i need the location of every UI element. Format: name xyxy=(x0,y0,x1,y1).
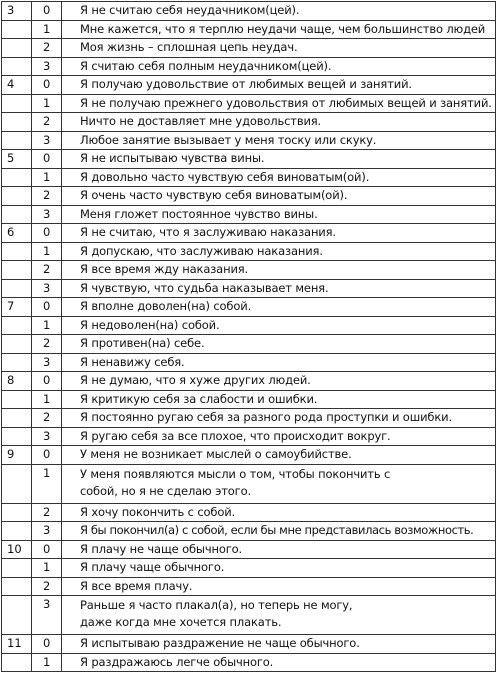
score-cell: 3 xyxy=(32,57,62,76)
score-cell: 3 xyxy=(32,205,62,224)
question-number xyxy=(2,577,32,596)
table-row xyxy=(2,57,496,76)
question-number: 5 xyxy=(2,150,32,169)
table-row xyxy=(2,279,496,298)
question-number xyxy=(2,353,32,372)
score-cell: 0 xyxy=(32,540,62,559)
statement-cell: Я все время жду наказания. xyxy=(62,261,496,280)
statement-cell: Я ругаю себя за все плохое, что происходит вокруг. xyxy=(62,427,496,446)
question-number xyxy=(2,131,32,150)
score-cell: 2 xyxy=(32,409,62,428)
question-number xyxy=(2,335,32,354)
question-number xyxy=(2,242,32,261)
table-row xyxy=(2,596,496,635)
score-cell: 2 xyxy=(32,577,62,596)
table-row xyxy=(2,427,496,446)
questionnaire-table xyxy=(1,1,496,672)
score-cell: 3 xyxy=(32,131,62,150)
score-cell: 0 xyxy=(32,224,62,243)
question-number: 7 xyxy=(2,298,32,317)
question-number xyxy=(2,187,32,206)
score-cell: 3 xyxy=(32,427,62,446)
score-cell: 3 xyxy=(32,522,62,541)
table-row xyxy=(2,409,496,428)
score-cell: 1 xyxy=(32,168,62,187)
score-cell: 0 xyxy=(32,298,62,317)
statement-cell: Я не считаю себя неудачником(цей). xyxy=(62,2,496,21)
score-cell: 2 xyxy=(32,335,62,354)
statement-cell: Я противен(на) себе. xyxy=(62,335,496,354)
statement-cell: Я плачу чаще обычного. xyxy=(62,559,496,578)
table-row xyxy=(2,76,496,95)
score-cell: 1 xyxy=(32,242,62,261)
question-number xyxy=(2,316,32,335)
statement-cell: Я критикую себя за слабости и ошибки. xyxy=(62,390,496,409)
question-number: 8 xyxy=(2,372,32,391)
statement-cell: Я плачу не чаще обычного. xyxy=(62,540,496,559)
score-cell: 1 xyxy=(32,316,62,335)
score-cell: 1 xyxy=(32,653,62,672)
statement-cell: Я не считаю, что я заслуживаю наказания. xyxy=(62,224,496,243)
question-number xyxy=(2,522,32,541)
table-row xyxy=(2,372,496,391)
question-number xyxy=(2,20,32,39)
question-number xyxy=(2,390,32,409)
table-row xyxy=(2,150,496,169)
table-row xyxy=(2,522,496,541)
table-row xyxy=(2,559,496,578)
score-cell: 0 xyxy=(32,446,62,465)
question-number xyxy=(2,409,32,428)
statement-cell: Я испытываю раздражение не чаще обычного. xyxy=(62,635,496,654)
statement-cell: Я не думаю, что я хуже других людей. xyxy=(62,372,496,391)
table-row xyxy=(2,653,496,672)
statement-cell: Я считаю себя полным неудачником(цей). xyxy=(62,57,496,76)
score-cell: 2 xyxy=(32,503,62,522)
question-number xyxy=(2,559,32,578)
question-number xyxy=(2,427,32,446)
question-number xyxy=(2,113,32,132)
question-number xyxy=(2,279,32,298)
table-row xyxy=(2,577,496,596)
statement-cell: Любое занятие вызывает у меня тоску или скуку. xyxy=(62,131,496,150)
statement-cell: У меня появляются мысли о том, чтобы покончить с собой, но я не сделаю этого. xyxy=(62,464,496,503)
table-row xyxy=(2,316,496,335)
table-row xyxy=(2,39,496,58)
table-row xyxy=(2,464,496,503)
question-number xyxy=(2,39,32,58)
score-cell: 1 xyxy=(32,390,62,409)
score-cell: 1 xyxy=(32,20,62,39)
statement-cell: Я ненавижу себя. xyxy=(62,353,496,372)
table-row xyxy=(2,298,496,317)
question-number xyxy=(2,503,32,522)
statement-cell: Я недоволен(на) собой. xyxy=(62,316,496,335)
statement-cell: Я не испытываю чувства вины. xyxy=(62,150,496,169)
score-cell: 2 xyxy=(32,113,62,132)
question-number xyxy=(2,57,32,76)
table-row xyxy=(2,113,496,132)
score-cell: 1 xyxy=(32,94,62,113)
table-row xyxy=(2,635,496,654)
statement-cell: Я все время плачу. xyxy=(62,577,496,596)
question-number xyxy=(2,205,32,224)
table-row xyxy=(2,503,496,522)
score-cell: 1 xyxy=(32,559,62,578)
question-number xyxy=(2,168,32,187)
statement-cell: У меня не возникает мыслей о самоубийстве. xyxy=(62,446,496,465)
score-cell: 3 xyxy=(32,279,62,298)
score-cell: 0 xyxy=(32,2,62,21)
statement-cell: Я хочу покончить с собой. xyxy=(62,503,496,522)
statement-cell: Моя жизнь – сплошная цепь неудач. xyxy=(62,39,496,58)
question-number: 6 xyxy=(2,224,32,243)
table-row xyxy=(2,242,496,261)
statement-cell: Раньше я часто плакал(а), но теперь не могу, даже когда мне хочется плакать. xyxy=(62,596,496,635)
statement-cell: Ничто не доставляет мне удовольствия. xyxy=(62,113,496,132)
question-number xyxy=(2,94,32,113)
table-row xyxy=(2,20,496,39)
question-number: 4 xyxy=(2,76,32,95)
score-cell: 0 xyxy=(32,372,62,391)
score-cell: 2 xyxy=(32,39,62,58)
table-row xyxy=(2,131,496,150)
question-number xyxy=(2,596,32,635)
statement-cell: Меня гложет постоянное чувство вины. xyxy=(62,205,496,224)
score-cell: 0 xyxy=(32,150,62,169)
table-row xyxy=(2,353,496,372)
question-number xyxy=(2,464,32,503)
score-cell: 0 xyxy=(32,635,62,654)
table-row xyxy=(2,2,496,21)
table-row xyxy=(2,224,496,243)
statement-cell: Я получаю удовольствие от любимых вещей и занятий. xyxy=(62,76,496,95)
statement-cell: Я вполне доволен(на) собой. xyxy=(62,298,496,317)
table-row xyxy=(2,540,496,559)
table-row xyxy=(2,187,496,206)
table-row xyxy=(2,390,496,409)
question-number: 9 xyxy=(2,446,32,465)
table-row xyxy=(2,335,496,354)
score-cell: 2 xyxy=(32,261,62,280)
question-number: 10 xyxy=(2,540,32,559)
statement-cell: Я не получаю прежнего удовольствия от любимых вещей и занятий. xyxy=(62,94,496,113)
question-number xyxy=(2,653,32,672)
score-cell: 0 xyxy=(32,76,62,95)
table-row xyxy=(2,205,496,224)
statement-cell: Я очень часто чувствую себя виноватым(ой). xyxy=(62,187,496,206)
statement-cell: Я довольно часто чувствую себя виноватым(ой). xyxy=(62,168,496,187)
statement-cell: Я постоянно ругаю себя за разного рода проступки и ошибки. xyxy=(62,409,496,428)
question-number xyxy=(2,261,32,280)
statement-cell: Я чувствую, что судьба наказывает меня. xyxy=(62,279,496,298)
score-cell: 3 xyxy=(32,596,62,635)
table-row xyxy=(2,261,496,280)
table-row xyxy=(2,168,496,187)
question-number: 3 xyxy=(2,2,32,21)
statement-cell: Я допускаю, что заслуживаю наказания. xyxy=(62,242,496,261)
score-cell: 2 xyxy=(32,187,62,206)
score-cell: 3 xyxy=(32,353,62,372)
statement-cell: Я раздражаюсь легче обычного. xyxy=(62,653,496,672)
score-cell: 1 xyxy=(32,464,62,503)
statement-cell: Мне кажется, что я терплю неудачи чаще, чем большинство людей xyxy=(62,20,496,39)
table-row xyxy=(2,446,496,465)
table-row xyxy=(2,94,496,113)
statement-cell: Я бы покончил(а) с собой, если бы мне представилась возможность. xyxy=(62,522,496,541)
question-number: 11 xyxy=(2,635,32,654)
